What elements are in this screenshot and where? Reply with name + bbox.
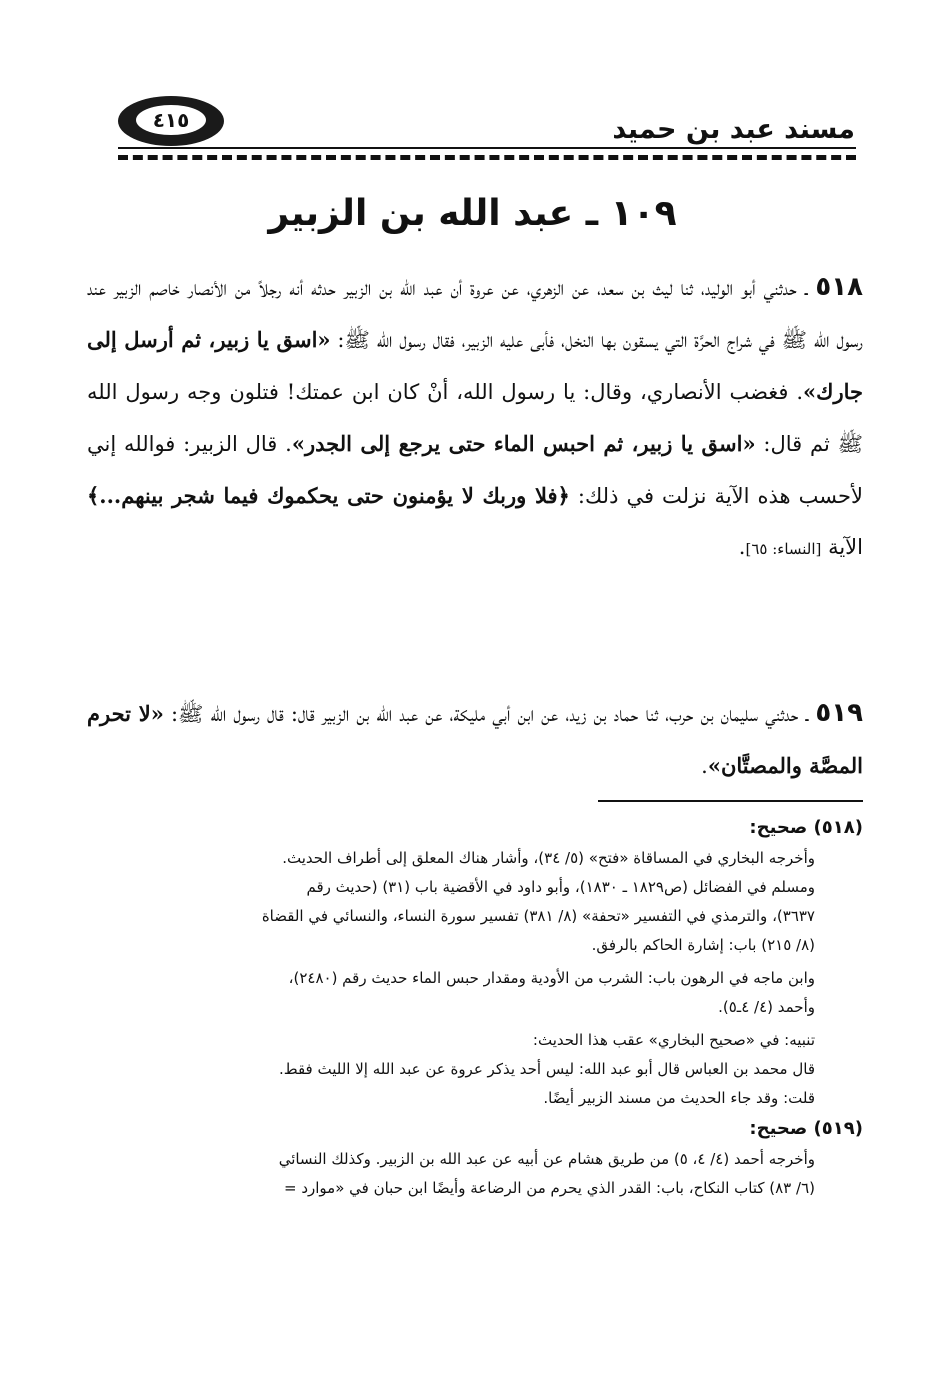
chapter-title: ١٠٩ ـ عبد الله بن الزبير bbox=[268, 193, 677, 234]
footnote-heading-519: (٥١٩) صحيح: bbox=[749, 1118, 863, 1139]
footnote-heading-518: (٥١٨) صحيح: bbox=[749, 817, 863, 838]
footnote-separator bbox=[598, 800, 863, 802]
running-title: مسند عبد بن حميد bbox=[612, 114, 855, 145]
hadith-text: . قال الزبير: فوالله إني لأحسب هذه الآية نزلت في ذلك: bbox=[87, 432, 863, 508]
hadith-text: . bbox=[701, 754, 708, 778]
hadith-number: ٥١٩ bbox=[815, 698, 863, 728]
prophetic-quote: «اسق يا زبير، ثم احبس الماء حتى يرجع إلى الجدر» bbox=[291, 431, 756, 456]
prophetic-quote: «اسق يا زبير، ثم أرسل إلى جارك» bbox=[87, 327, 863, 404]
footnote-line: وأخرجه أحمد (٤/ ٤، ٥) من طريق هشام عن أبيه عن عبد الله بن الزبير. وكذلك النسائي bbox=[278, 1150, 815, 1168]
hadith-text: ـ حدثني أبو الوليد، ثنا ليث بن سعد، عن الزهري، عن عروة أن عبد الله بن الزبير حدثه أنه رجلاً من الأنصار خاصم الزبير عند رسول الله ﷺ في شراج الحرَّة التي يسقون بها النخل، فأبى عليه الزبير، فقال رسول الله ﷺ: bbox=[87, 276, 863, 352]
hadith-518 bbox=[87, 262, 863, 575]
quran-reference: [النساء: ٦٥] bbox=[745, 540, 822, 558]
hadith-text: ـ حدثني سليمان بن حرب، ثنا حماد بن زيد، عن ابن أبي مليكة، عن عبد الله بن الزبير قال: قال رسول الله ﷺ: bbox=[163, 702, 816, 726]
footnote-notice-line: قال محمد بن العباس قال أبو عبد الله: ليس أحد يذكر عروة عن عبد الله إلا الليث فقط. bbox=[278, 1060, 815, 1078]
prophetic-quote: «لا تحرم المصَّة والمصتَّان» bbox=[87, 701, 863, 778]
page-number: ٤١٥ bbox=[136, 105, 206, 135]
footnote-line: (٦/ ٨٣) كتاب النكاح، باب: القدر الذي يحرم من الرضاعة وأيضًا ابن حبان في «موارد = bbox=[284, 1179, 815, 1197]
footnote-line: ٣٦٣٧)، والترمذي في التفسير «تحفة» (٨/ ٣٨١) تفسير سورة النساء، والنسائي في القضاة bbox=[261, 907, 815, 925]
hadith-text: . bbox=[738, 535, 746, 559]
hadith-text: الآية bbox=[821, 535, 863, 559]
footnote-line: (٨/ ٢١٥) باب: إشارة الحاكم بالرفق. bbox=[591, 936, 815, 954]
header-rule bbox=[118, 147, 856, 149]
hadith-text: . فغضب الأنصاري، وقال: يا رسول الله، أنْ كان ابن عمتك! فتلون وجه رسول الله ﷺ ثم قال: bbox=[87, 380, 863, 456]
footnote-line: وأحمد (٤/ ٤ـ٥). bbox=[718, 998, 815, 1016]
quran-verse: ﴿فلا وربك لا يؤمنون حتى يحكموك فيما شجر بينهم...﴾ bbox=[87, 483, 570, 508]
footnote-notice-line: تنبيه: في «صحيح البخاري» عقب هذا الحديث: bbox=[532, 1031, 815, 1049]
footnote-line: وأخرجه البخاري في المساقاة «فتح» (٥/ ٣٤)، وأشار هناك المعلق إلى أطراف الحديث. bbox=[282, 849, 815, 867]
footnote-notice-line: قلت: وقد جاء الحديث من مسند الزبير أيضًا. bbox=[543, 1089, 815, 1107]
hadith-number: ٥١٨ bbox=[815, 272, 863, 302]
page-number-badge bbox=[118, 96, 224, 146]
footnote-line: وابن ماجه في الرهون باب: الشرب من الأودية ومقدار حبس الماء حديث رقم (٢٤٨٠)، bbox=[288, 969, 815, 987]
footnote-line: ومسلم في الفضائل (ص١٨٢٩ ـ ١٨٣٠)، وأبو داود في الأقضية باب (٣١) (حديث رقم bbox=[306, 878, 815, 896]
footnotes bbox=[87, 812, 863, 1203]
header-dashed-rule bbox=[118, 155, 856, 160]
hadith-519 bbox=[87, 688, 863, 792]
